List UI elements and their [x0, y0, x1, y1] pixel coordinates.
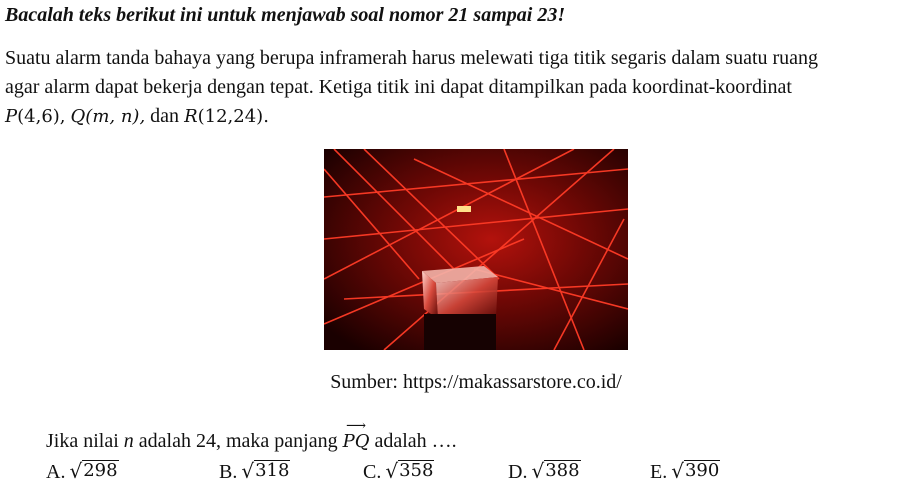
- option-letter: B.: [219, 461, 238, 483]
- laser-scene-illustration: [324, 149, 628, 350]
- radicand: 388: [545, 460, 580, 481]
- option-e[interactable]: [650, 460, 720, 484]
- vector-arrow-icon: ⟶: [345, 419, 367, 434]
- laser-alarm-photo: [324, 149, 628, 350]
- paragraph-line-1: Suatu alarm tanda bahaya yang berupa inframerah harus melewati tiga titik segaris dalam suatu ruang: [5, 47, 819, 69]
- radical-sign-icon: √: [671, 459, 684, 483]
- radical-sign-icon: √: [385, 459, 399, 483]
- radicand: 318: [255, 460, 290, 481]
- question-middle: adalah 24, maka panjang: [138, 430, 338, 452]
- square-root-expression: [385, 460, 434, 481]
- point-r-label: R: [184, 106, 198, 127]
- question-prefix: Jika nilai: [46, 430, 119, 452]
- paragraph-line-2: agar alarm dapat bekerja dengan tepat. Ketiga titik ini dapat ditampilkan pada koordinat-koordinat: [5, 76, 792, 98]
- instruction-heading: Bacalah teks berikut ini untuk menjawab soal nomor 21 sampai 23!: [5, 4, 566, 26]
- vector-pq: [342, 419, 370, 453]
- option-c[interactable]: [363, 460, 434, 484]
- radical-sign-icon: √: [531, 459, 545, 483]
- radicand: 358: [399, 460, 434, 481]
- radicand: 390: [684, 460, 720, 481]
- paragraph-line-3: [5, 102, 899, 131]
- vector-pq-label: PQ: [342, 431, 370, 452]
- question-suffix: adalah ….: [374, 430, 457, 452]
- problem-paragraph: [5, 44, 899, 131]
- point-q-coordinates: (m, n),: [85, 106, 146, 127]
- option-letter: A.: [46, 461, 66, 483]
- option-letter: C.: [363, 461, 382, 483]
- square-root-expression: [531, 460, 580, 481]
- image-source-caption: Sumber: https://makassarstore.co.id/: [330, 371, 622, 393]
- radical-sign-icon: √: [241, 459, 255, 483]
- option-letter: D.: [508, 461, 528, 483]
- square-root-expression: [69, 460, 118, 481]
- question-text: [46, 419, 457, 453]
- square-root-expression: [671, 460, 720, 481]
- option-letter: E.: [650, 461, 668, 483]
- radical-sign-icon: √: [69, 459, 83, 483]
- point-r-coordinates: (12,24).: [197, 106, 269, 127]
- variable-n: n: [123, 430, 134, 452]
- square-root-expression: [241, 460, 290, 481]
- point-p-coordinates: (4,6),: [17, 106, 66, 127]
- option-d[interactable]: [508, 460, 581, 484]
- answer-options: [0, 460, 902, 488]
- option-a[interactable]: [46, 460, 119, 484]
- conjunction-text: dan: [150, 105, 180, 127]
- point-p-label: P: [5, 106, 18, 127]
- option-b[interactable]: [219, 460, 290, 484]
- point-q-label: Q: [70, 106, 86, 127]
- radicand: 298: [83, 460, 118, 481]
